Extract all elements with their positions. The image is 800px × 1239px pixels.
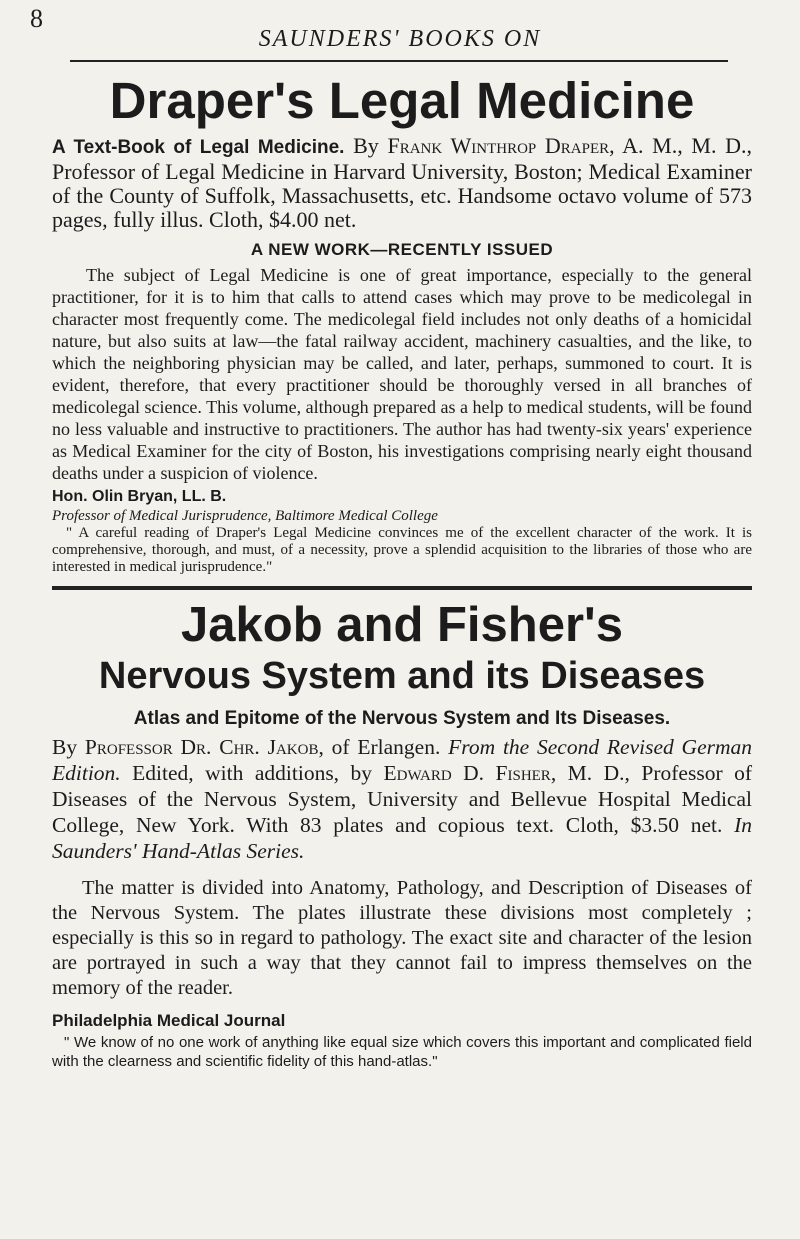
jakob-by: By: [52, 735, 78, 759]
page-content: [52, 64, 752, 1071]
draper-book-type: A Text-Book of Legal Medicine.: [52, 137, 345, 158]
page-number: 8: [30, 4, 43, 33]
jakob-author-location: , of Erlangen.: [318, 735, 441, 759]
section-divider: [52, 586, 752, 590]
jakob-listing: [52, 598, 752, 1071]
draper-subhead: A NEW WORK—RECENTLY ISSUED: [250, 240, 554, 259]
draper-review-quote: " A careful reading of Draper's Legal Medicine convinces me of the excellent character of the work. It is comprehensive, thorough, and must, of a necessity, prove a splendid acquisition to the libraries of those who are interested in medical jurisprudence.": [52, 525, 752, 575]
draper-author: Frank Winthrop Draper: [387, 133, 610, 158]
draper-listing: [52, 72, 752, 576]
jakob-editor-credentials: , M. D., Professor of Diseases of the Nervous System, University and Bellevue Hospital Medical College, New York. With 83 plates and copious text. Cloth, $3.50 net.: [52, 761, 753, 837]
jakob-atlas-line: Atlas and Epitome of the Nervous System and Its Diseases.: [133, 708, 671, 729]
draper-author-credentials: , A. M., M. D., Professor of Legal Medicine in Harvard University, Boston; Medical Examiner of the County of Suffolk, Massachusetts, etc. Handsome octavo volume of 573 pages, fully illus. Cloth, $4.00 net.: [52, 133, 753, 232]
header-rule: [70, 60, 728, 62]
jakob-edited-by: Edited, with additions, by: [132, 761, 373, 785]
draper-title: Draper's Legal Medicine: [109, 72, 695, 129]
jakob-series: In Saunders' Hand-Atlas Series.: [52, 813, 752, 863]
jakob-review-quote: " We know of no one work of anything like equal size which covers this important and complicated field with the clearness and scientific fidelity of this hand-atlas.": [52, 1034, 752, 1070]
jakob-editor: Edward D. Fisher: [383, 761, 551, 785]
draper-by: By: [353, 133, 379, 158]
draper-description: The subject of Legal Medicine is one of great importance, especially to the general practitioner, for it is to him that calls to attend cases which may prove to be medicolegal in character most frequently come. The medicolegal field includes not only deaths of a homicidal nature, but also suits at law—the fatal railway accident, machinery casualties, and the like, to which the neighboring physician may be called, and later, perhaps, summoned to court. It is evident, therefore, that every practitioner should be thoroughly versed in all branches of medicolegal science. This volume, although prepared as a help to medical students, will be found no less valuable and instructive to practitioners. The author has had twenty-six years' experience as Medical Examiner for the city of Boston, his investigations comprising nearly eight thousand deaths under a suspicion of violence.: [52, 265, 752, 483]
jakob-review-source: Philadelphia Medical Journal: [52, 1011, 286, 1030]
jakob-author: Professor Dr. Chr. Jakob: [84, 735, 319, 759]
draper-reviewer-affiliation: Professor of Medical Jurisprudence, Baltimore Medical College: [52, 508, 438, 524]
jakob-description: The matter is divided into Anatomy, Pathology, and Description of Diseases of the Nervous System. The plates illustrate these divisions most completely ; especially is this so in regard to pathology. The exact site and character of the lesion are portrayed in such a way that they cannot fail to impress themselves on the memory of the reader.: [52, 877, 752, 999]
jakob-title: Jakob and Fisher's: [181, 598, 623, 652]
jakob-subtitle: Nervous System and its Diseases: [98, 655, 706, 697]
jakob-book-details: [52, 734, 752, 864]
draper-reviewer: Hon. Olin Bryan, LL. B.: [52, 488, 227, 505]
jakob-edition: From the Second Revised German Edition.: [52, 735, 753, 785]
running-head: SAUNDERS' BOOKS ON: [258, 26, 542, 52]
draper-book-details: [52, 134, 752, 232]
